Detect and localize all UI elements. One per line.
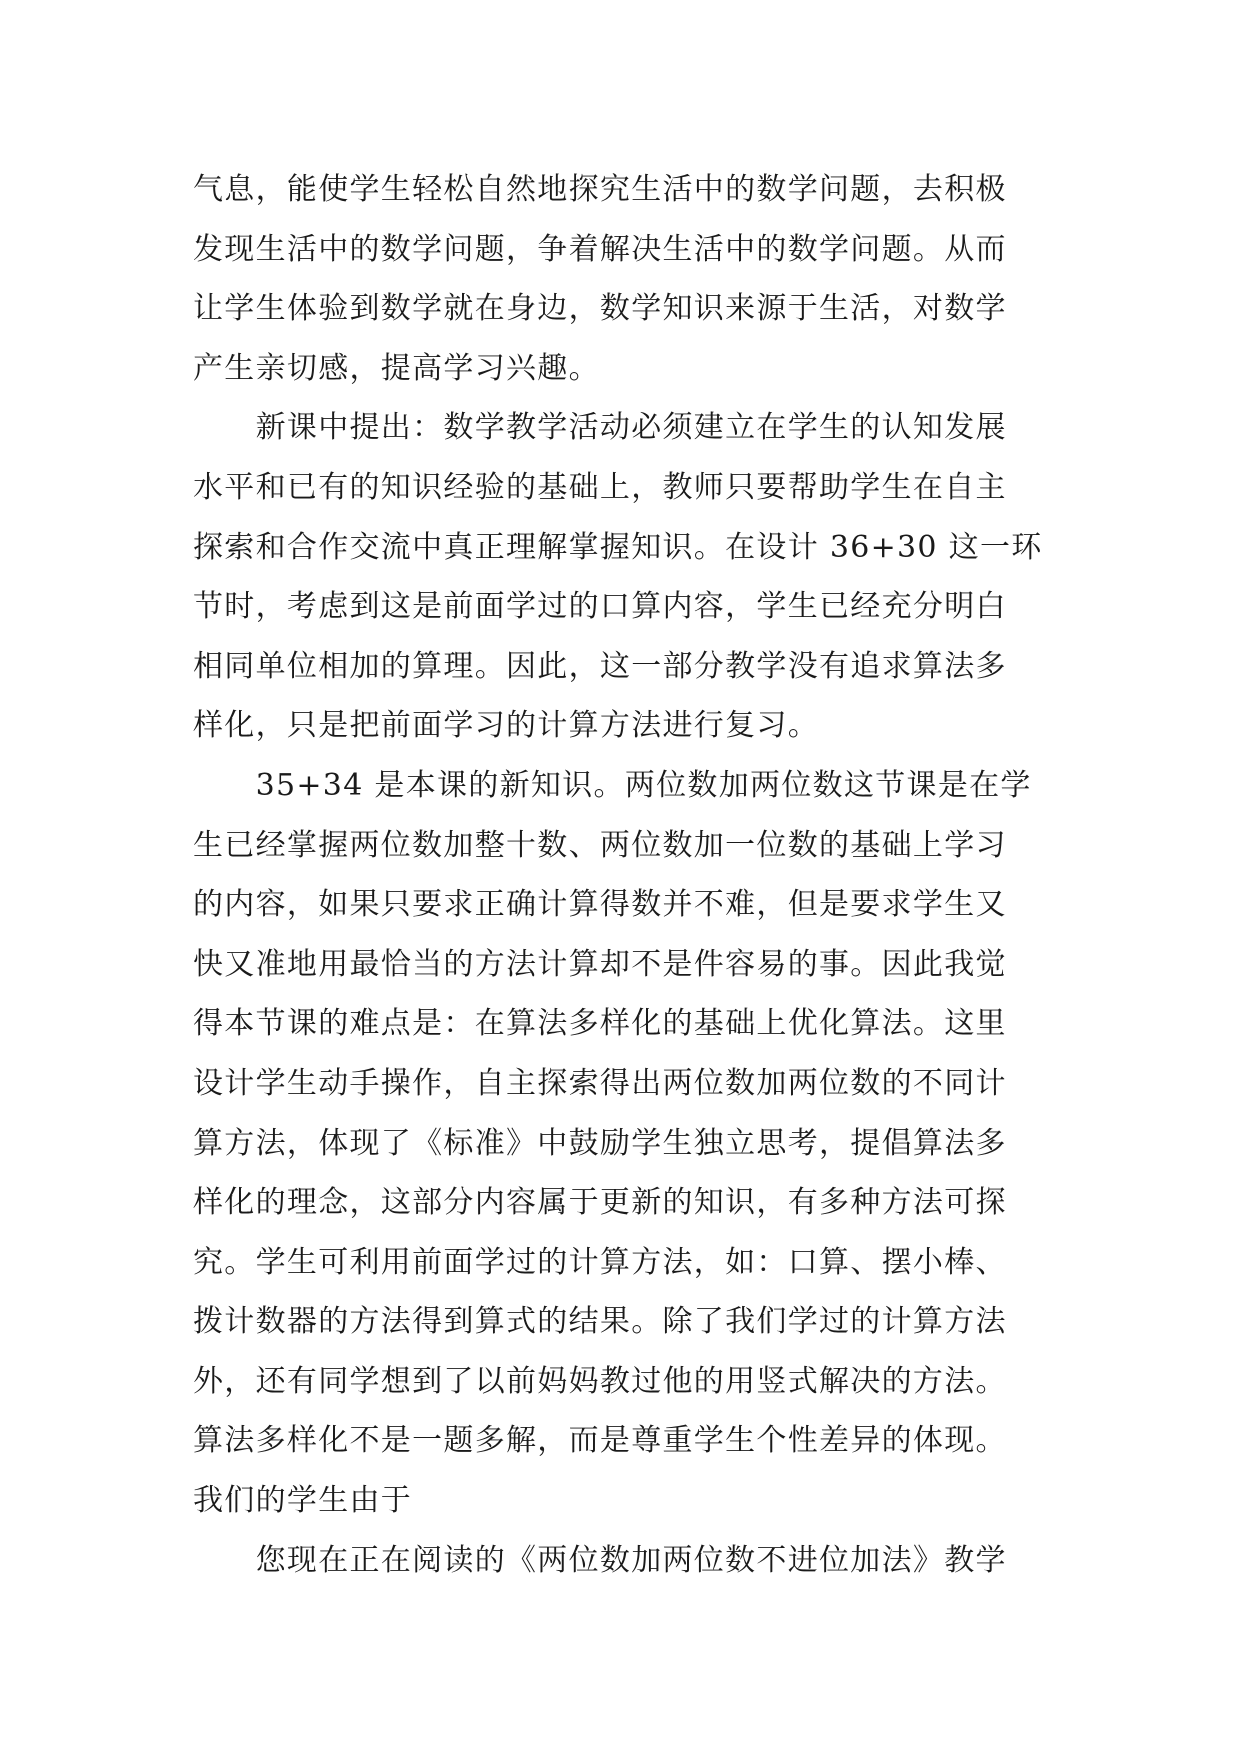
text-line: 的内容，如果只要求正确计算得数并不难，但是要求学生又 [193, 887, 1007, 923]
text-line: 算方法，体现了《标准》中鼓励学生独立思考，提倡算法多 [193, 1125, 1007, 1161]
text-line: 样化的理念，这部分内容属于更新的知识，有多种方法可探 [193, 1185, 1007, 1221]
text-line: 外，还有同学想到了以前妈妈教过他的用竖式解决的方法。 [193, 1363, 1007, 1399]
text-line: 让学生体验到数学就在身边，数学知识来源于生活，对数学 [193, 291, 1007, 327]
body-text [193, 160, 1053, 1590]
text-line: 您现在正在阅读的《两位数加两位数不进位加法》教学 [193, 1542, 1007, 1578]
text-line: 探索和合作交流中真正理解掌握知识。在设计 36+30 这一环 [193, 529, 1043, 565]
text-line: 生已经掌握两位数加整十数、两位数加一位数的基础上学习 [193, 827, 1007, 863]
text-line: 我们的学生由于 [193, 1483, 413, 1519]
text-line: 相同单位相加的算理。因此，这一部分教学没有追求算法多 [193, 648, 1007, 684]
text-line: 水平和已有的知识经验的基础上，教师只要帮助学生在自主 [193, 469, 1007, 505]
text-line: 拨计数器的方法得到算式的结果。除了我们学过的计算方法 [193, 1304, 1007, 1340]
text-line: 新课中提出：数学教学活动必须建立在学生的认知发展 [193, 410, 1007, 446]
text-line: 快又准地用最恰当的方法计算却不是件容易的事。因此我觉 [193, 946, 1007, 982]
text-line: 35+34 是本课的新知识。两位数加两位数这节课是在学 [193, 767, 1032, 803]
text-line: 气息，能使学生轻松自然地探究生活中的数学问题，去积极 [193, 172, 1007, 207]
text-line: 算法多样化不是一题多解，而是尊重学生个性差异的体现。 [193, 1423, 1007, 1459]
text-line: 样化，只是把前面学习的计算方法进行复习。 [193, 708, 819, 744]
text-line: 产生亲切感，提高学习兴趣。 [193, 350, 600, 386]
text-line: 得本节课的难点是：在算法多样化的基础上优化算法。这里 [193, 1006, 1007, 1042]
text-line: 节时，考虑到这是前面学过的口算内容，学生已经充分明白 [193, 589, 1007, 625]
text-line: 发现生活中的数学问题，争着解决生活中的数学问题。从而 [193, 231, 1007, 267]
text-line: 设计学生动手操作，自主探索得出两位数加两位数的不同计 [193, 1065, 1007, 1101]
text-line: 究。学生可利用前面学过的计算方法，如：口算、摆小棒、 [193, 1244, 1007, 1280]
